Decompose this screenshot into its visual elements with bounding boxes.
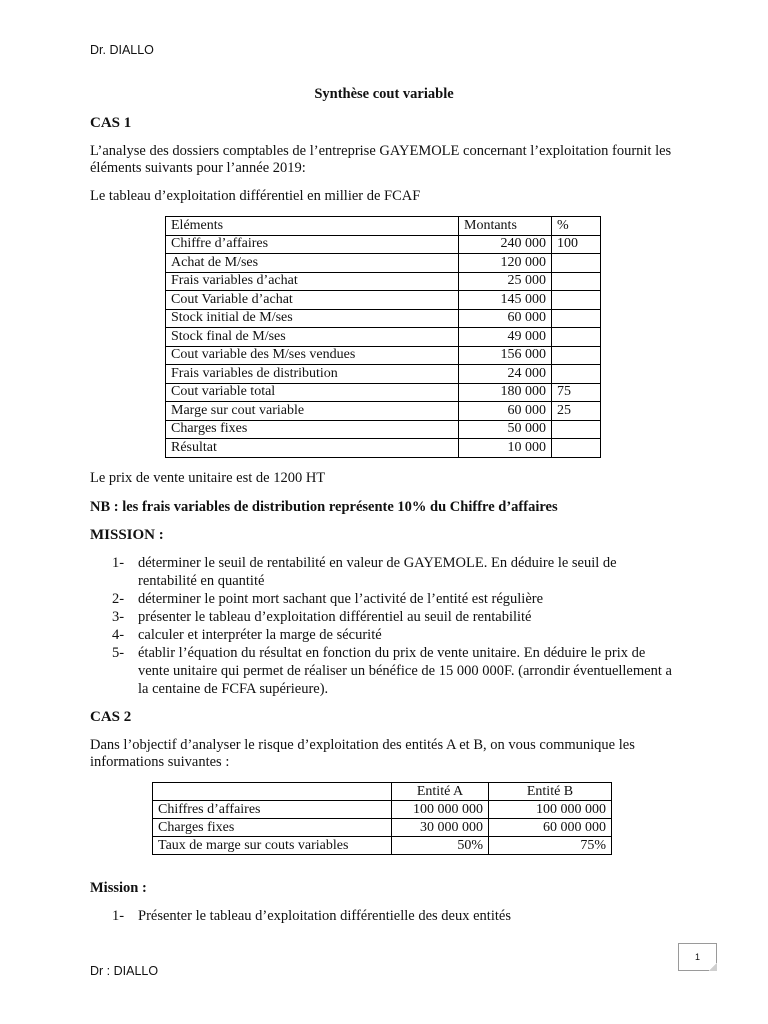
- list-number: 1-: [112, 555, 125, 571]
- table-cell: 10 000: [459, 439, 552, 458]
- cas1-heading: CAS 1: [90, 115, 132, 131]
- table-cell: Stock initial de M/ses: [166, 309, 459, 328]
- price-note: Le prix de vente unitaire est de 1200 HT: [90, 470, 326, 486]
- cas2-mission-heading: Mission :: [90, 880, 147, 896]
- table-cell: 145 000: [459, 291, 552, 310]
- list-item: [112, 608, 672, 626]
- table-cell: 60 000: [459, 402, 552, 421]
- page-number-box: [678, 943, 717, 971]
- list-number: 4-: [112, 627, 125, 643]
- table-cell: Frais variables de distribution: [166, 365, 459, 384]
- table-row: [166, 346, 601, 365]
- table-row: [166, 309, 601, 328]
- cas1-table-caption: Le tableau d’exploitation différentiel en millier de FCAF: [90, 188, 421, 204]
- table-header-cell: Montants: [459, 217, 552, 236]
- table-row: [166, 235, 601, 254]
- table-row: [166, 254, 601, 273]
- table-cell: Taux de marge sur couts variables: [153, 837, 392, 855]
- table-cell: [552, 365, 601, 384]
- table-cell: [552, 439, 601, 458]
- table-row: [166, 291, 601, 310]
- cas1-table: [165, 216, 601, 458]
- cas2-heading: CAS 2: [90, 709, 132, 725]
- table-cell: 100 000 000: [392, 801, 489, 819]
- list-item: [112, 644, 672, 698]
- table-cell: 24 000: [459, 365, 552, 384]
- table-header-cell: Entité A: [392, 783, 489, 801]
- page-number: 1: [694, 952, 700, 962]
- table-cell: Chiffres d’affaires: [153, 801, 392, 819]
- table-cell: Charges fixes: [153, 819, 392, 837]
- list-item: [112, 590, 672, 608]
- table-header-cell: %: [552, 217, 601, 236]
- table-row: [166, 272, 601, 291]
- table-header-cell: [153, 783, 392, 801]
- table-cell: 75: [552, 383, 601, 402]
- list-text: déterminer le seuil de rentabilité en valeur de GAYEMOLE. En déduire le seuil de rentabilité en quantité: [138, 555, 617, 589]
- list-item: [112, 626, 672, 644]
- list-item: [112, 554, 672, 590]
- nb-note: NB : les frais variables de distribution représente 10% du Chiffre d’affaires: [90, 499, 558, 515]
- table-cell: 50%: [392, 837, 489, 855]
- table-cell: Résultat: [166, 439, 459, 458]
- table-cell: Cout variable total: [166, 383, 459, 402]
- table-cell: Charges fixes: [166, 420, 459, 439]
- table-cell: 180 000: [459, 383, 552, 402]
- table-cell: 60 000 000: [489, 819, 612, 837]
- table-header-row: [166, 217, 601, 236]
- table-cell: 60 000: [459, 309, 552, 328]
- table-cell: [552, 254, 601, 273]
- table-cell: [552, 309, 601, 328]
- table-header-cell: Eléments: [166, 217, 459, 236]
- table-row: [166, 420, 601, 439]
- table-cell: [552, 420, 601, 439]
- table-cell: 120 000: [459, 254, 552, 273]
- document-title: Synthèse cout variable: [314, 86, 454, 102]
- table-row: [166, 328, 601, 347]
- table-cell: Stock final de M/ses: [166, 328, 459, 347]
- list-text: déterminer le point mort sachant que l’activité de l’entité est régulière: [138, 591, 544, 607]
- list-item: [112, 907, 672, 925]
- cas1-mission-heading: MISSION :: [90, 527, 164, 543]
- list-text: présenter le tableau d’exploitation différentiel au seuil de rentabilité: [138, 609, 532, 625]
- table-cell: Achat de M/ses: [166, 254, 459, 273]
- page-footer-author: Dr : DIALLO: [90, 964, 159, 978]
- table-row: [166, 439, 601, 458]
- list-number: 2-: [112, 591, 125, 607]
- list-number: 5-: [112, 645, 125, 661]
- table-cell: 100 000 000: [489, 801, 612, 819]
- table-cell: Cout Variable d’achat: [166, 291, 459, 310]
- list-number: 3-: [112, 609, 125, 625]
- table-row: [153, 819, 612, 837]
- table-cell: [552, 328, 601, 347]
- table-cell: Frais variables d’achat: [166, 272, 459, 291]
- cas2-intro: Dans l’objectif d’analyser le risque d’exploitation des entités A et B, on vous communique les informations suivantes :: [90, 737, 635, 770]
- cas2-table: [152, 782, 612, 855]
- table-cell: 240 000: [459, 235, 552, 254]
- table-cell: Cout variable des M/ses vendues: [166, 346, 459, 365]
- table-cell: Marge sur cout variable: [166, 402, 459, 421]
- table-cell: 156 000: [459, 346, 552, 365]
- table-cell: [552, 291, 601, 310]
- table-cell: 25: [552, 402, 601, 421]
- table-cell: 50 000: [459, 420, 552, 439]
- table-cell: 25 000: [459, 272, 552, 291]
- list-text: Présenter le tableau d’exploitation différentielle des deux entités: [138, 908, 511, 924]
- list-text: établir l’équation du résultat en fonction du prix de vente unitaire. En déduire le prix de vente unitaire qui permet de réaliser un bénéfice de 15 000 000F. (arrondir éventuellement a la centaine de FCFA supérieure).: [138, 645, 672, 697]
- table-cell: 49 000: [459, 328, 552, 347]
- table-cell: [552, 346, 601, 365]
- table-row: [166, 383, 601, 402]
- page-header-author: Dr. DIALLO: [90, 43, 154, 57]
- table-cell: 100: [552, 235, 601, 254]
- table-row: [153, 801, 612, 819]
- table-row: [153, 837, 612, 855]
- list-text: calculer et interpréter la marge de sécurité: [138, 627, 382, 643]
- table-row: [166, 365, 601, 384]
- table-cell: [552, 272, 601, 291]
- table-cell: Chiffre d’affaires: [166, 235, 459, 254]
- table-cell: 30 000 000: [392, 819, 489, 837]
- table-cell: 75%: [489, 837, 612, 855]
- table-header-cell: Entité B: [489, 783, 612, 801]
- table-row: [166, 402, 601, 421]
- table-header-row: [153, 783, 612, 801]
- list-number: 1-: [112, 908, 125, 924]
- cas1-intro: L’analyse des dossiers comptables de l’entreprise GAYEMOLE concernant l’exploitation fournit les éléments suivants pour l’année 2019:: [90, 143, 672, 176]
